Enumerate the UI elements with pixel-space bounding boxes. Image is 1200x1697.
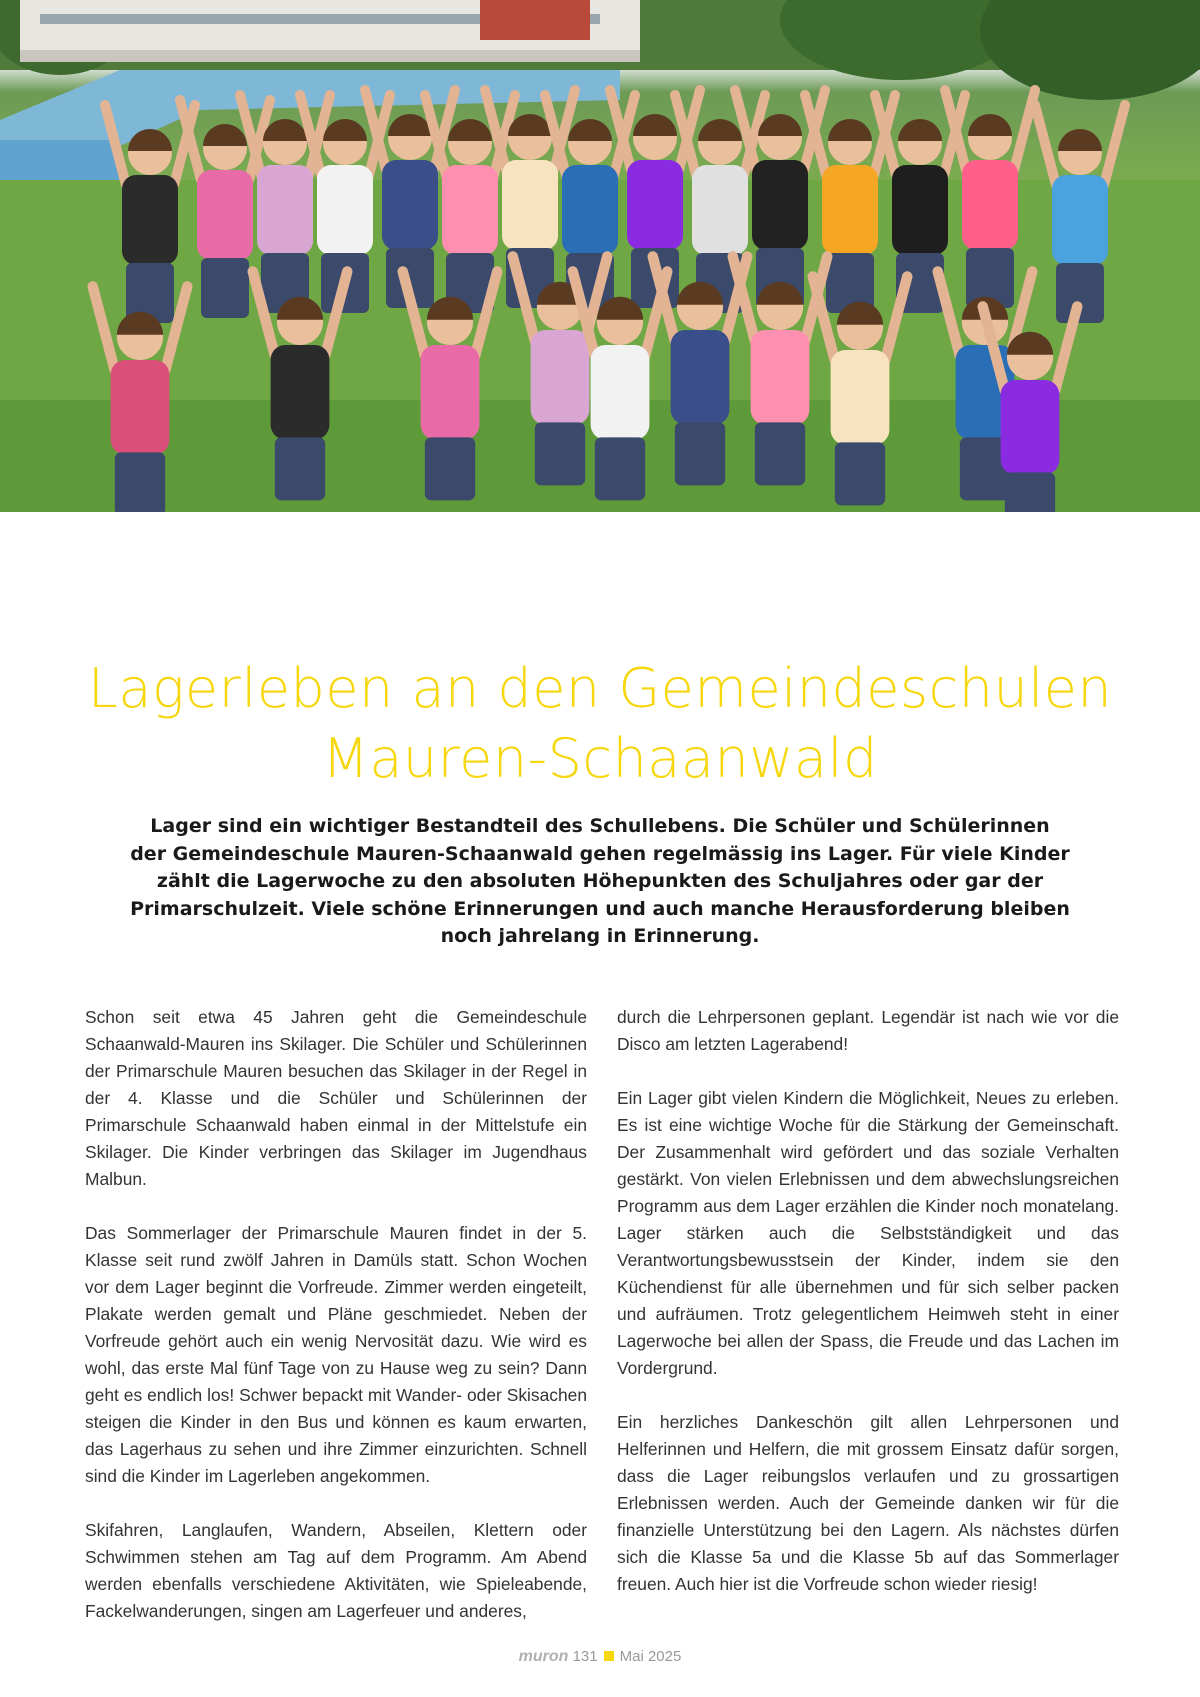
- left-paragraph-3: Skifahren, Langlaufen, Wandern, Abseilen, Klettern oder Schwimmen stehen am Tag auf dem Programm. Am Abend werden ebenfalls verschiedene Aktivitäten, wie Spieleabende, Fackelwanderungen, singen am Lagerfeuer und anderes,: [85, 1520, 587, 1621]
- group-photo-illustration: [0, 0, 1200, 512]
- right-paragraph-2: Ein Lager gibt vielen Kindern die Möglichkeit, Neues zu erleben. Es ist eine wichtige Woche für die Stärkung der Gemeinschaft. Der Zusammenhalt wird gefördert und das soziale Verhalten gestärkt. Von vielen Erlebnissen und dem abwechslungsreichen Programm aus dem Lager erzählen die Kinder noch monatelang. Lager stärken auch die Selbstständigkeit und das Verantwortungsbewusstsein der Kinder, indem sie den Küchendienst für alle übernehmen und für sich selber packen und aufräumen. Trotz gelegentlichem Heimweh steht in einer Lagerwoche bei allen der Spass, die Freude und das Lachen im Vordergrund.: [617, 1088, 1119, 1378]
- right-paragraph-1: durch die Lehrpersonen geplant. Legendär ist nach wie vor die Disco am letzten Lagerabend!: [617, 1007, 1119, 1054]
- hero-photo: [0, 0, 1200, 512]
- footer-brand: muron: [518, 1648, 569, 1665]
- article-lead: Lager sind ein wichtiger Bestandteil des Schullebens. Die Schüler und Schülerinnen der Gemeindeschule Mauren-Schaanwald gehen regelmässig ins Lager. Für viele Kinder zählt die Lagerwoche zu den absoluten Höhepunkten des Schuljahres oder gar der Primarschulzeit. Viele schöne Erinnerungen und auch manche Herausforderung bleiben noch jahrelang in Erinnerung.: [130, 815, 1070, 947]
- article-title-line2: Mauren-Schaanwald: [322, 727, 878, 791]
- left-column: [85, 1004, 587, 1652]
- article-title: [0, 654, 1200, 794]
- yellow-square-icon: [604, 1651, 614, 1661]
- footer-issue: 131: [572, 1648, 598, 1665]
- article-title-line1: Lagerleben an den Gemeindeschulen: [87, 657, 1113, 721]
- left-paragraph-1: Schon seit etwa 45 Jahren geht die Gemeindeschule Schaanwald-Mauren ins Skilager. Die Schüler und Schülerinnen der Primarschule Mauren besuchen das Skilager in der Regel in der 4. Klasse und die Schüler und Schülerinnen der Primarschule Schaanwald haben einmal in der Mittelstufe ein Skilager. Die Kinder verbringen das Skilager im Jugendhaus Malbun.: [85, 1007, 587, 1189]
- page-footer: [0, 1648, 1200, 1666]
- right-column: [617, 1004, 1119, 1625]
- left-paragraph-2: Das Sommerlager der Primarschule Mauren findet in der 5. Klasse seit rund zwölf Jahren in Damüls statt. Schon Wochen vor dem Lager beginnt die Vorfreude. Zimmer werden eingeteilt, Plakate werden gemalt und Pläne geschmiedet. Neben der Vorfreude gehört auch ein wenig Nervosität dazu. Wie wird es wohl, das erste Mal fünf Tage von zu Hause weg zu sein? Dann geht es endlich los! Schwer bepackt mit Wander- oder Skisachen steigen die Kinder in den Bus und können es kaum erwarten, das Lagerhaus zu sehen und ihre Zimmer einzurichten. Schnell sind die Kinder im Lagerleben angekommen.: [85, 1223, 587, 1486]
- footer-date: Mai 2025: [619, 1648, 682, 1665]
- right-paragraph-3: Ein herzliches Dankeschön gilt allen Lehrpersonen und Helferinnen und Helfern, die mit grossem Einsatz dafür sorgen, dass die Lager reibungslos verlaufen und zu grossartigen Erlebnissen werden. Auch der Gemeinde danken wir für die finanzielle Unterstützung bei den Lagern. Als nächstes dürfen sich die Klasse 5a und die Klasse 5b auf das Sommerlager freuen. Auch hier ist die Vorfreude schon wieder riesig!: [617, 1412, 1119, 1594]
